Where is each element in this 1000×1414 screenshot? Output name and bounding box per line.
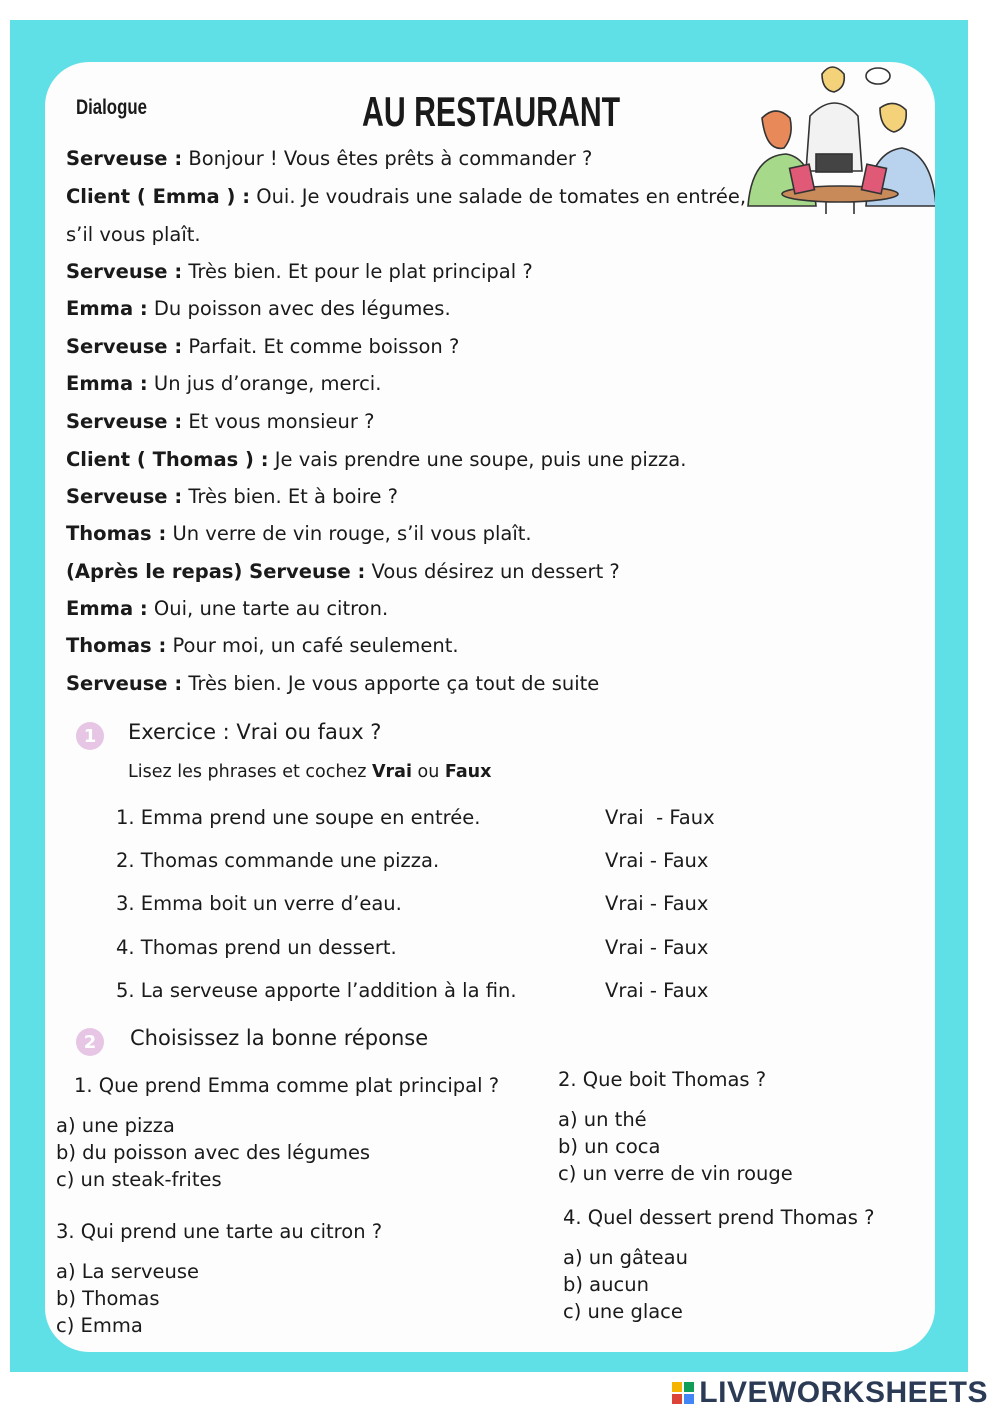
mcq-option[interactable]: b) Thomas [56,1287,160,1310]
dialogue-line: s’il vous plaît. [66,223,201,246]
dialogue-line: Serveuse : Très bien. Et à boire ? [66,485,399,508]
liveworksheets-brand[interactable] [671,1376,988,1410]
exercise1-title: Exercice : Vrai ou faux ? [128,720,382,744]
tf-question: 4. Thomas prend un dessert. [116,936,397,959]
mcq-option[interactable]: a) La serveuse [56,1260,199,1283]
mcq-option[interactable]: c) un steak-frites [56,1168,222,1191]
dialogue-line: Thomas : Pour moi, un café seulement. [66,634,459,657]
liveworksheets-logo-icon [671,1381,695,1405]
mcq-option[interactable]: b) du poisson avec des légumes [56,1141,371,1164]
dialogue-line: Emma : Un jus d’orange, merci. [66,372,382,395]
mcq-option[interactable]: a) une pizza [56,1114,175,1137]
mcq-option[interactable]: c) un verre de vin rouge [558,1162,793,1185]
dialogue-line: Client ( Thomas ) : Je vais prendre une soupe, puis une pizza. [66,448,687,471]
dialogue-line: Serveuse : Très bien. Et pour le plat principal ? [66,260,533,283]
tf-question: 5. La serveuse apporte l’addition à la fin. [116,979,517,1002]
mcq-question: 2. Que boit Thomas ? [558,1068,767,1091]
tf-choice[interactable]: Vrai - Faux [605,979,709,1002]
mcq-question: 3. Qui prend une tarte au citron ? [56,1220,383,1243]
tf-question: 2. Thomas commande une pizza. [116,849,440,872]
exercise2-number-badge: 2 [76,1028,104,1056]
mcq-option[interactable]: b) un coca [558,1135,661,1158]
tf-choice[interactable]: Vrai - Faux [605,806,715,829]
dialogue-line: Client ( Emma ) : Oui. Je voudrais une salade de tomates en entrée, [66,185,747,208]
mcq-option[interactable]: a) un gâteau [563,1246,688,1269]
mcq-option[interactable]: c) Emma [56,1314,143,1337]
mcq-option[interactable]: b) aucun [563,1273,649,1296]
dialogue-line: Emma : Du poisson avec des légumes. [66,297,451,320]
dialogue-line: Emma : Oui, une tarte au citron. [66,597,389,620]
dialogue-line: Serveuse : Et vous monsieur ? [66,410,375,433]
tf-choice[interactable]: Vrai - Faux [605,936,709,959]
tf-choice[interactable]: Vrai - Faux [605,892,709,915]
dialogue-line: Thomas : Un verre de vin rouge, s’il vous plaît. [66,522,532,545]
mcq-option[interactable]: c) une glace [563,1300,683,1323]
exercise1-instruction: Lisez les phrases et cochez Vrai ou Faux [128,762,492,782]
dialogue-label: Dialogue [76,96,147,119]
dialogue-line: (Après le repas) Serveuse : Vous désirez un dessert ? [66,560,620,583]
dialogue-line: Serveuse : Parfait. Et comme boisson ? [66,335,460,358]
mcq-option[interactable]: a) un thé [558,1108,647,1131]
dialogue-line: Serveuse : Très bien. Je vous apporte ça tout de suite [66,672,600,695]
mcq-question: 4. Quel dessert prend Thomas ? [563,1206,875,1229]
exercise1-number-badge: 1 [76,722,104,750]
tf-question: 1. Emma prend une soupe en entrée. [116,806,481,829]
tf-question: 3. Emma boit un verre d’eau. [116,892,402,915]
restaurant-illustration [740,56,935,216]
exercise2-title: Choisissez la bonne réponse [130,1026,429,1050]
dialogue-line: Serveuse : Bonjour ! Vous êtes prêts à commander ? [66,147,593,170]
brand-text: LIVEWORKSHEETS [699,1376,988,1409]
page-title: AU RESTAURANT [362,88,621,135]
tf-choice[interactable]: Vrai - Faux [605,849,709,872]
mcq-question: 1. Que prend Emma comme plat principal ? [74,1074,500,1097]
